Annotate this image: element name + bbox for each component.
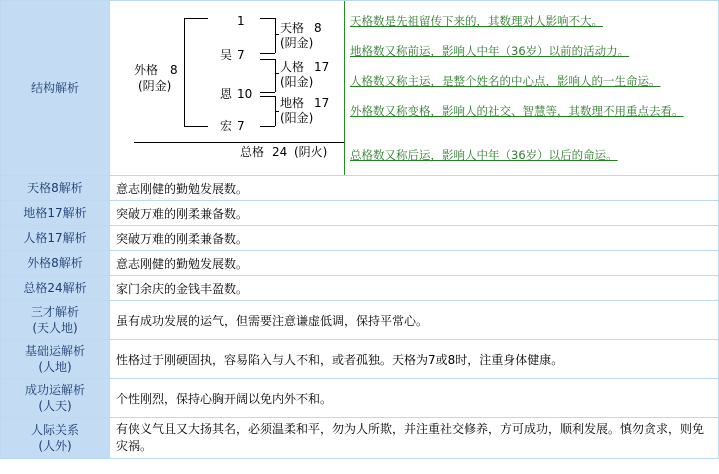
name-char: 宏 [220, 119, 233, 133]
row-label-main: 人际关系 [30, 423, 79, 437]
row-text: 虽有成功发展的运气，但需要注意谦虚低调，保持平常心。 [110, 301, 718, 339]
row-text: 意志刚健的勤勉发展数。 [110, 176, 718, 200]
total-grid-value: 24 [272, 145, 288, 159]
stroke-count: 1 [237, 14, 245, 28]
table-row [1, 340, 718, 378]
table-row [1, 201, 718, 225]
outer-grid-element: (阴金) [138, 79, 172, 93]
heaven-grid-name: 天格 [280, 21, 305, 35]
table-row [1, 379, 718, 417]
row-label-main: 三才解析 [30, 305, 79, 319]
row-text: 有侠义气且又大扬其名，必须温柔和平，勿为人所欺，并注重社交修养，方可成功，顺利发展。慎勿贪求，则免灾祸。 [110, 418, 718, 458]
name-char: 恩 [220, 87, 233, 101]
row-label [1, 340, 109, 378]
row-label-sub: (人地) [38, 360, 72, 374]
row-label-sub: (天人地) [32, 321, 78, 335]
heaven-grid-element: (阴金) [280, 36, 314, 50]
table-row [1, 251, 718, 275]
structure-diagram [110, 1, 342, 175]
table-row [1, 418, 718, 458]
row-label: 外格8解析 [1, 251, 109, 275]
total-grid-element: (阴火) [294, 145, 328, 159]
earth-grid-value: 17 [314, 96, 330, 110]
divider [344, 1, 345, 175]
person-grid-name: 人格 [280, 60, 305, 74]
note-total: 总格数又称后运，影响人中年（36岁）以后的命运。 [350, 148, 618, 162]
row-text: 性格过于刚硬固执，容易陷入与人不和，或者孤独。天格为7或8时，注重身体健康。 [110, 340, 718, 378]
person-grid-value: 17 [314, 60, 330, 74]
row-label-sub: (人天) [38, 399, 72, 413]
row-label [1, 418, 109, 458]
row-label [1, 379, 109, 417]
row-label: 总格24解析 [1, 276, 109, 300]
row-label-sub: (人外) [38, 439, 72, 453]
structure-cell [110, 1, 718, 175]
row-label [1, 301, 109, 339]
outer-grid-value: 8 [170, 63, 178, 77]
note-heaven: 天格数是先祖留传下来的，其数理对人影响不大。 [350, 14, 603, 28]
note-outer: 外格数又称变格，影响人的社交、智慧等，其数理不用重点去看。 [350, 104, 684, 118]
row-text: 个性刚烈，保持心胸开阔以免内外不和。 [110, 379, 718, 417]
earth-grid-element: (阳金) [280, 111, 314, 125]
outer-grid-name: 外格 [134, 63, 159, 77]
heaven-grid-value: 8 [314, 21, 322, 35]
stroke-count: 7 [237, 48, 245, 62]
note-earth: 地格数又称前运，影响人中年（36岁）以前的活动力。 [350, 44, 630, 58]
table-row [1, 301, 718, 339]
row-label: 天格8解析 [1, 176, 109, 200]
row-label: 地格17解析 [1, 201, 109, 225]
row-label-main: 成功运解析 [24, 383, 85, 397]
note-person: 人格数又称主运，是整个姓名的中心点，影响人的一生命运。 [350, 74, 661, 88]
row-text: 突破万难的刚柔兼备数。 [110, 226, 718, 250]
stroke-count: 10 [237, 87, 253, 101]
table-row [1, 176, 718, 200]
earth-grid-name: 地格 [280, 96, 305, 110]
table-row [1, 276, 718, 300]
table-row [1, 226, 718, 250]
row-text: 突破万难的刚柔兼备数。 [110, 201, 718, 225]
row-label-main: 基础运解析 [24, 344, 85, 358]
name-char: 吴 [220, 48, 233, 62]
row-label: 人格17解析 [1, 226, 109, 250]
structure-label: 结构解析 [1, 1, 109, 175]
stroke-count: 7 [237, 119, 245, 133]
person-grid-element: (阳金) [280, 75, 314, 89]
row-text: 家门余庆的金钱丰盈数。 [110, 276, 718, 300]
row-text: 意志刚健的勤勉发展数。 [110, 251, 718, 275]
total-grid-name: 总格 [240, 145, 265, 159]
